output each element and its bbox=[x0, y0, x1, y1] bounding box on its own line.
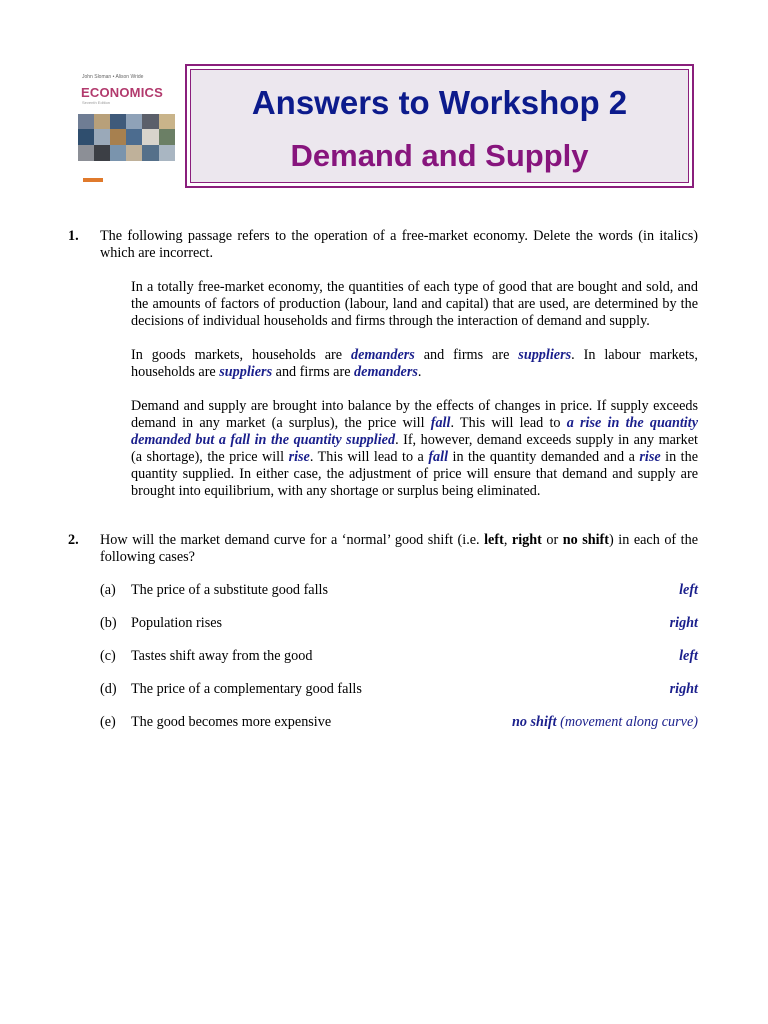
title-box-inner bbox=[190, 69, 689, 183]
text-run: . This will lead to a bbox=[309, 449, 429, 465]
list-item bbox=[100, 714, 698, 731]
answer-word: fall bbox=[430, 415, 451, 431]
text-run: . This will lead to bbox=[450, 415, 567, 431]
text-run: In goods markets, households are bbox=[131, 347, 351, 363]
answer-word: right bbox=[669, 681, 698, 697]
title-box bbox=[185, 64, 694, 188]
answer-word: suppliers bbox=[219, 364, 273, 380]
item-label: (c) bbox=[100, 648, 116, 664]
page-subtitle: Demand and Supply bbox=[290, 138, 589, 173]
page-title: Answers to Workshop 2 bbox=[251, 84, 628, 121]
question-prompt: The following passage refers to the operation of a free-market economy. Delete the words (in italics) which are incorrect. bbox=[100, 228, 698, 261]
passage-paragraph-1: In a totally free-market economy, the quantities of each type of good that are bought and sold, and the amounts of factors of production (labour, land and capital) that are used, are determined by the decisions of individual households and firms through the interaction of demand and supply. bbox=[131, 279, 698, 329]
publisher-logo bbox=[83, 178, 103, 182]
text-run: . In labour markets, households are bbox=[131, 347, 698, 380]
question-number: 2. bbox=[68, 532, 79, 548]
text-run: and firms are bbox=[414, 347, 519, 363]
answer-word: rise bbox=[288, 449, 310, 465]
passage-paragraph-3 bbox=[131, 398, 698, 500]
question-2 bbox=[68, 532, 698, 731]
text-run: . bbox=[417, 364, 422, 380]
answer-word: rise bbox=[639, 449, 661, 465]
book-title: ECONOMICS bbox=[81, 85, 163, 100]
item-answer bbox=[679, 582, 698, 599]
text-run: , bbox=[503, 532, 512, 548]
item-text: Tastes shift away from the good bbox=[131, 648, 313, 664]
question-1 bbox=[68, 228, 698, 500]
passage-paragraph-2 bbox=[131, 347, 698, 381]
option-right: right bbox=[511, 532, 542, 548]
book-cover-image bbox=[78, 70, 176, 188]
item-text: Population rises bbox=[131, 615, 223, 631]
item-answer bbox=[679, 648, 698, 665]
question-number: 1. bbox=[68, 228, 79, 244]
item-label: (d) bbox=[100, 681, 117, 697]
text-run: in the quantity demanded and a bbox=[448, 449, 640, 465]
book-edition: Seventh Edition bbox=[82, 100, 111, 105]
item-label: (a) bbox=[100, 582, 116, 598]
text-run: . If, however, demand exceeds supply in any market (a shortage), the price will bbox=[131, 432, 698, 465]
list-item bbox=[100, 681, 698, 698]
answer-word: fall bbox=[428, 449, 449, 465]
text-run: Demand and supply are brought into balance by the effects of changes in price. If supply exceeds demand in any market (a surplus), the price will bbox=[131, 398, 698, 431]
item-label: (e) bbox=[100, 714, 116, 730]
list-item bbox=[100, 615, 698, 632]
item-label: (b) bbox=[100, 615, 117, 631]
item-text: The price of a substitute good falls bbox=[131, 582, 328, 598]
question-prompt bbox=[100, 532, 698, 566]
answer-word: demanders bbox=[350, 347, 415, 363]
answer-word: no shift bbox=[512, 714, 557, 730]
item-answer bbox=[670, 615, 698, 632]
text-run: and firms are bbox=[272, 364, 355, 380]
cover-photo-mosaic bbox=[78, 114, 175, 161]
answer-word: left bbox=[679, 648, 698, 664]
text-run: How will the market demand curve for a ‘normal’ good shift (i.e. bbox=[100, 532, 485, 548]
list-item bbox=[100, 582, 698, 599]
answer-note: (movement along curve) bbox=[556, 714, 698, 730]
item-answer bbox=[670, 681, 698, 698]
option-no-shift: no shift bbox=[562, 532, 610, 548]
item-text: The good becomes more expensive bbox=[131, 714, 332, 730]
text-run: in the quantity supplied. In either case, the adjustment of price will ensure that demand and supply are brought into equilibrium, with any shortage or surplus being eliminated. bbox=[131, 449, 698, 499]
text-run: or bbox=[541, 532, 563, 548]
answer-word: suppliers bbox=[518, 347, 572, 363]
option-left: left bbox=[484, 532, 504, 548]
worksheet-content bbox=[68, 228, 698, 731]
answer-word: demanders bbox=[354, 364, 418, 380]
answer-word: left bbox=[679, 582, 698, 598]
answer-phrase: a rise in the quantity demanded but a fall in the quantity supplied bbox=[131, 415, 698, 448]
item-text: The price of a complementary good falls bbox=[131, 681, 362, 697]
item-answer bbox=[512, 714, 698, 731]
book-authors: John Sloman • Alison Wride bbox=[82, 74, 144, 80]
answer-word: right bbox=[669, 615, 698, 631]
list-item bbox=[100, 648, 698, 665]
text-run: ) in each of the following cases? bbox=[100, 532, 698, 565]
